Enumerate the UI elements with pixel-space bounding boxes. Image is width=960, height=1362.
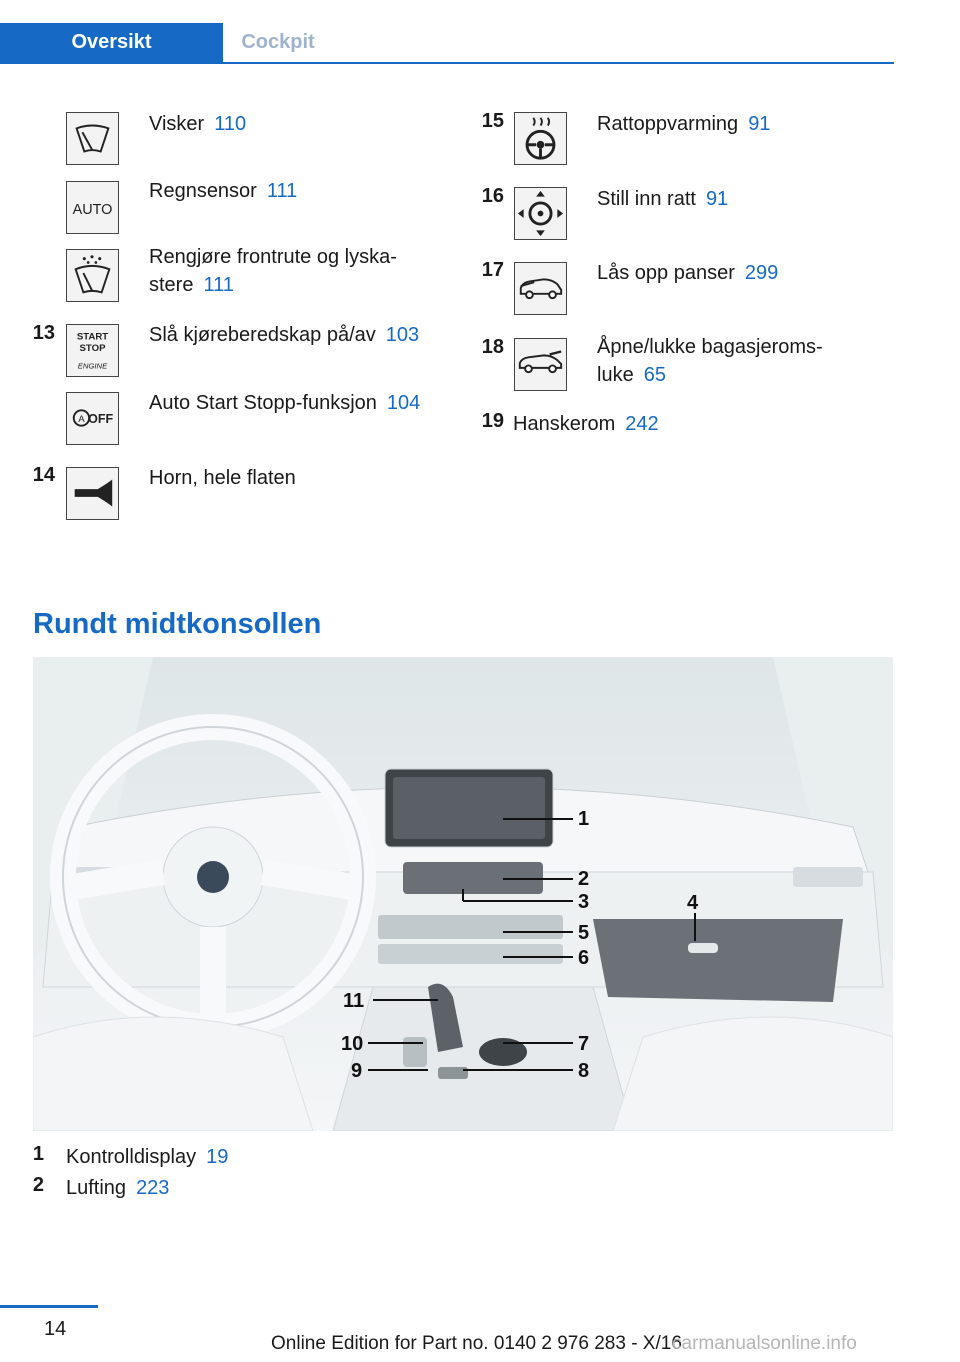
callout-5: 5 [578,922,590,944]
item-number: 13 [32,322,55,344]
page-number: 14 [44,1318,67,1340]
auto-start-stop-off-icon [66,392,119,445]
hood-icon [514,262,567,315]
item-number: 15 [481,110,504,132]
entry-glovebox: Hanskerom 242 [513,413,659,435]
entry-wiper: Visker 110 [149,113,247,135]
steering-adjust-icon [514,187,567,240]
page-ref[interactable]: 223 [136,1177,170,1199]
callout-3: 3 [578,891,590,913]
entry-washer: Rengjøre frontrute og lyska- stere 111 [149,246,397,296]
svg-text:ENGINE: ENGINE [77,361,108,371]
svg-text:AUTO: AUTO [72,201,113,218]
list-item-ventilation: Lufting 223 [66,1177,170,1199]
callout-8: 8 [578,1060,590,1082]
tab-cockpit[interactable]: Cockpit [241,31,315,53]
trunk-icon [514,338,567,391]
item-number: 16 [481,185,504,207]
callout-4: 4 [687,892,699,914]
callout-6: 6 [578,947,590,969]
page-ref[interactable]: 299 [744,262,779,284]
entry-start-stop: Slå kjøreberedskap på/av 103 [149,324,420,346]
washer-icon [66,249,119,302]
entry-horn: Horn, hele flaten [149,467,296,489]
entry-auto-start-stop: Auto Start Stopp-funksjon 104 [149,392,421,414]
item-number: 18 [481,336,504,358]
page-ref[interactable]: 111 [266,180,298,202]
svg-text:STOP: STOP [79,342,106,354]
edition-text: Online Edition for Part no. 0140 2 976 283 - X/16 [271,1333,682,1354]
page-ref[interactable]: 110 [214,113,247,135]
tab-oversikt[interactable]: Oversikt [0,23,223,62]
callout-2: 2 [578,868,590,890]
steering-heat-icon [514,112,567,165]
item-number: 17 [481,259,504,281]
callout-11: 11 [343,990,365,1012]
callout-1: 1 [578,808,590,830]
dashboard-illustration [33,657,893,1131]
header-tabs [0,23,894,64]
page-ref[interactable]: 103 [385,324,420,346]
callout-10: 10 [341,1033,364,1055]
entry-steering-heat: Rattoppvarming 91 [597,113,771,135]
list-item-control-display: Kontrolldisplay 19 [66,1146,229,1168]
page-ref[interactable]: 104 [386,392,421,414]
section-title: Rundt midtkonsollen [33,608,322,640]
item-number: 14 [32,464,55,486]
svg-text:A: A [78,413,85,425]
wiper-icon [66,112,119,165]
start-stop-icon [66,324,119,377]
item-number: 1 [32,1143,44,1165]
callout-7: 7 [578,1033,590,1055]
entry-rain-sensor: Regnsensor 111 [149,180,298,202]
auto-icon [66,181,119,234]
page-ref[interactable]: 91 [705,188,729,210]
entry-hood: Lås opp panser 299 [597,262,779,284]
page-ref[interactable]: 65 [643,364,666,386]
horn-icon [66,467,119,520]
page-ref[interactable]: 91 [748,113,771,135]
item-number: 19 [481,410,504,432]
watermark: carmanualsonline.info [672,1333,857,1354]
entry-trunk: Åpne/lukke bagasjeroms- luke 65 [597,336,823,386]
page-ref[interactable]: 19 [206,1146,229,1168]
page-ref[interactable]: 111 [203,274,234,296]
footer-accent-line [0,1305,98,1308]
svg-text:OFF: OFF [88,411,114,426]
entry-steering-adjust: Still inn ratt 91 [597,188,729,210]
page-ref[interactable]: 242 [625,413,659,435]
item-number: 2 [32,1174,44,1196]
svg-text:START: START [76,331,109,343]
callout-9: 9 [351,1060,363,1082]
